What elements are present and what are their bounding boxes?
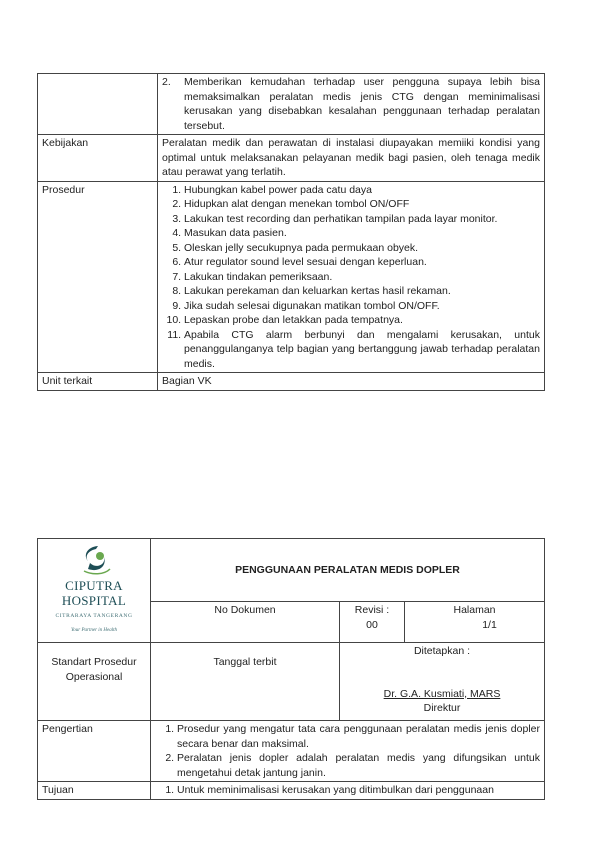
ditetapkan-cell	[340, 643, 545, 721]
sop-title-row	[38, 539, 545, 602]
unit-terkait-value: Bagian VK	[158, 373, 545, 391]
hospital-logo-name: CIPUTRA HOSPITAL	[61, 578, 127, 608]
revisi-value: 00	[366, 618, 378, 631]
prosedur-step: 4. Masukan data pasien.	[184, 226, 540, 241]
hospital-logo-tagline: Your Partner in Health	[70, 627, 118, 633]
prosedur-label: Prosedur	[38, 181, 158, 373]
tujuan-item-text: Memberikan kemudahan terhadap user pengguna supaya lebih bisa memaksimalkan peralatan medis jenis CTG dengan meminimalisasi kerusakan yang disebabkan kesalahan penggunaan terhadap peralatan tersebut.	[184, 76, 540, 132]
prosedur-step: 5. Oleskan jelly secukupnya pada permukaan obyek.	[184, 241, 540, 256]
prosedur-step: 8. Lakukan perekaman dan keluarkan kertas hasil rekaman.	[184, 284, 540, 299]
prosedur-step: 1. Hubungkan kabel power pada catu daya	[184, 183, 540, 198]
tujuan-continuation-row	[38, 74, 545, 135]
prosedur-step: 11. Apabila CTG alarm berbunyi dan mengalami kerusakan, untuk penanggulanganya telp bagian yang bertanggung jawab terhadap peralatan medis.	[184, 328, 540, 372]
document-title: PENGGUNAAN PERALATAN MEDIS DOPLER	[151, 539, 545, 602]
prosedur-step: 6. Atur regulator sound level sesuai dengan keperluan.	[184, 255, 540, 270]
pengertian-item: 2. Peralatan jenis dopler adalah peralatan medis yang difungsikan untuk mengetahui detak jantung janin.	[177, 751, 540, 780]
spo-row	[38, 643, 545, 721]
tanggal-terbit-label: Tanggal terbit	[151, 643, 340, 721]
prosedur-step: 2. Hidupkan alat dengan menekan tombol ON/OFF	[184, 197, 540, 212]
signature-space	[344, 659, 540, 687]
prosedur-row	[38, 181, 545, 373]
prosedur-step: 3. Lakukan test recording dan perhatikan tampilan pada layar monitor.	[184, 212, 540, 227]
prosedur-step: 9. Jika sudah selesai digunakan matikan tombol ON/OFF.	[184, 299, 540, 314]
tujuan-continuation-cell	[158, 74, 545, 135]
signer-name: Dr. G.A. Kusmiati, MARS	[383, 687, 501, 700]
tujuan-label: Tujuan	[38, 782, 151, 800]
prosedur-list	[162, 183, 540, 372]
kebijakan-text: Peralatan medik dan perawatan di instalasi diupayakan memiiki kondisi yang optimal untuk melaksanakan pelayanan medik bagi pasien, oleh tenaga medik atau perawat yang terlatih.	[158, 135, 545, 182]
halaman-cell	[405, 602, 545, 643]
tujuan-item-number: 2.	[162, 76, 171, 88]
tujuan-row	[38, 782, 545, 800]
sop-ctg-table	[37, 73, 545, 391]
ditetapkan-label: Ditetapkan :	[413, 645, 471, 657]
tujuan-list	[155, 783, 540, 798]
halaman-value: 1/1	[482, 618, 497, 631]
pengertian-row	[38, 721, 545, 782]
prosedur-cell	[158, 181, 545, 373]
pengertian-cell	[151, 721, 545, 782]
signer-title: Direktur	[423, 702, 461, 714]
revisi-label: Revisi :	[354, 604, 390, 617]
sop-dopler-table	[37, 538, 545, 800]
hospital-logo-cell	[38, 539, 151, 643]
pengertian-item: 1. Prosedur yang mengatur tata cara penggunaan peralatan medis jenis dopler secara benar dan maksimal.	[177, 722, 540, 751]
tujuan-cell	[151, 782, 545, 800]
empty-label-cell	[38, 74, 158, 135]
tujuan-item: 1. Untuk meminimalisasi kerusakan yang ditimbulkan dari penggunaan	[177, 783, 540, 798]
unit-terkait-row	[38, 373, 545, 391]
prosedur-step: 10. Lepaskan probe dan letakkan pada tempatnya.	[184, 313, 540, 328]
pengertian-list	[155, 722, 540, 780]
unit-terkait-label: Unit terkait	[38, 373, 158, 391]
revisi-cell	[340, 602, 405, 643]
kebijakan-label: Kebijakan	[38, 135, 158, 182]
no-dokumen-label: No Dokumen	[151, 602, 340, 643]
prosedur-step: 7. Lakukan tindakan pemeriksaan.	[184, 270, 540, 285]
kebijakan-row	[38, 135, 545, 182]
halaman-label: Halaman	[453, 604, 496, 617]
hospital-logo-location: CITRARAYA TANGERANG	[55, 613, 133, 619]
spo-label: Standart Prosedur Operasional	[38, 643, 151, 721]
hospital-logo-icon	[74, 543, 114, 577]
pengertian-label: Pengertian	[38, 721, 151, 782]
